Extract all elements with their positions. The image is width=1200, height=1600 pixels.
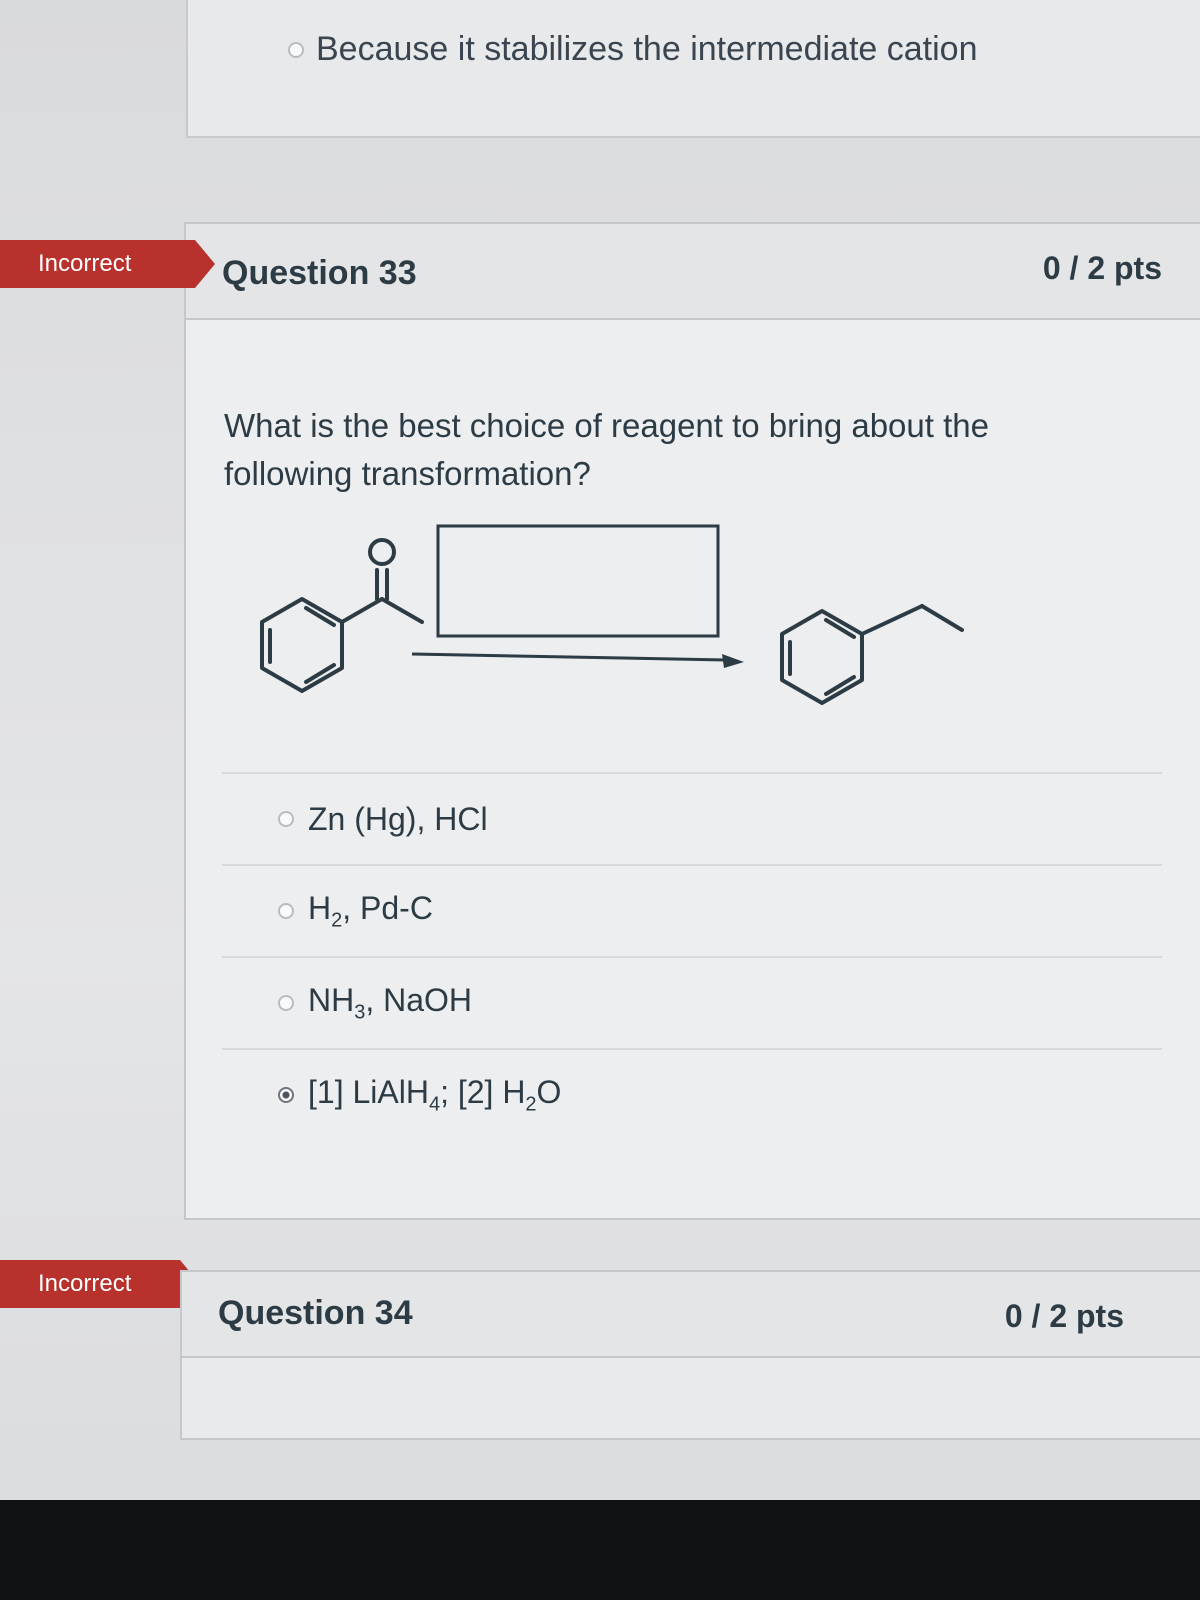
answer-option[interactable]	[222, 956, 1162, 1048]
radio-unselected-icon[interactable]	[278, 995, 294, 1011]
incorrect-badge: Incorrect	[0, 240, 195, 288]
product-structure	[782, 606, 962, 703]
question-title: Question 33	[222, 254, 417, 292]
radio-unselected-icon[interactable]	[278, 903, 294, 919]
question-prompt: What is the best choice of reagent to bring about the following transformation?	[224, 407, 989, 492]
incorrect-badge: Incorrect	[0, 1260, 180, 1308]
question-header	[186, 224, 1200, 320]
answer-option[interactable]	[222, 772, 1162, 864]
question-title: Question 34	[218, 1294, 413, 1332]
answer-option[interactable]	[222, 864, 1162, 956]
question-header	[182, 1272, 1200, 1358]
reaction-arrow	[412, 654, 744, 668]
question-33-panel	[184, 222, 1200, 1220]
radio-unselected-icon[interactable]	[278, 811, 294, 827]
radio-unselected-icon[interactable]	[288, 42, 304, 58]
answer-list	[222, 772, 1162, 1140]
answer-label: $H_2$, Pd-C	[308, 889, 433, 932]
radio-selected-icon[interactable]	[278, 1087, 294, 1103]
question-points: 0 / 2 pts	[1004, 1298, 1124, 1334]
reagent-box	[438, 526, 718, 636]
previous-answer-label: Because it stabilizes the intermediate cation	[316, 30, 978, 68]
reaction-scheme	[222, 522, 1002, 722]
question-points: 0 / 2 pts	[1042, 250, 1162, 286]
question-34-panel	[180, 1270, 1200, 1440]
previous-answer-option[interactable]	[288, 30, 977, 69]
answer-label: $NH_3$, NaOH	[308, 981, 473, 1024]
monitor-bezel	[0, 1500, 1200, 1600]
answer-label: Zn (Hg), HCl	[308, 800, 488, 837]
previous-question-panel	[186, 0, 1200, 138]
reactant-structure	[262, 540, 422, 691]
answer-option[interactable]	[222, 1048, 1162, 1140]
answer-label: [1] LiAlH$_4$; [2] $H_2O$	[308, 1073, 562, 1116]
